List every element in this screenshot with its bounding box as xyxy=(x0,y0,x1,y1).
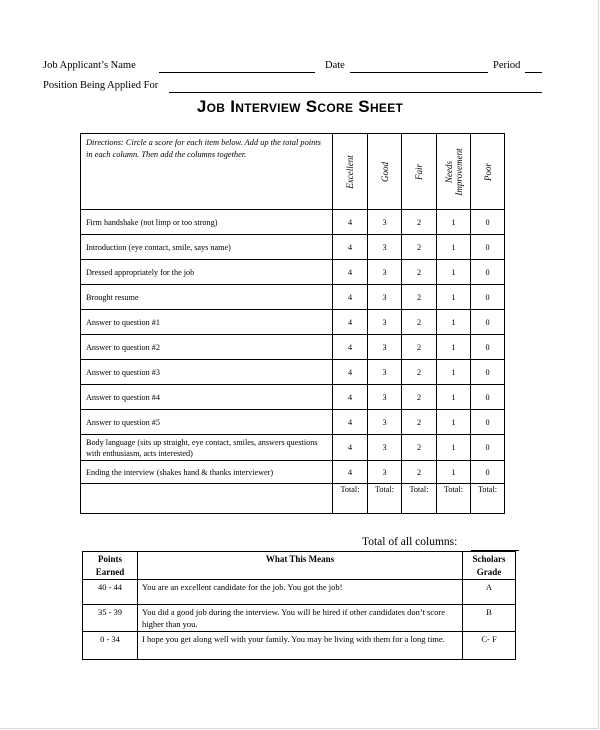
score-row xyxy=(81,410,505,435)
position-line[interactable] xyxy=(169,92,542,93)
score-option[interactable]: 0 xyxy=(471,461,505,484)
score-table-body xyxy=(81,134,505,514)
score-table-header xyxy=(81,134,505,210)
score-option[interactable]: 1 xyxy=(437,210,471,235)
score-option[interactable]: 0 xyxy=(471,285,505,310)
score-row-label: Answer to question #4 xyxy=(81,385,333,410)
meaning-text: You are an excellent candidate for the job. You got the job! xyxy=(138,580,463,605)
score-option[interactable]: 4 xyxy=(333,435,368,461)
score-option[interactable]: 1 xyxy=(437,235,471,260)
score-option[interactable]: 3 xyxy=(368,335,402,360)
score-option[interactable]: 2 xyxy=(402,310,437,335)
column-total-cell[interactable]: Total: xyxy=(333,484,368,514)
what-this-means-header: What This Means xyxy=(138,552,463,580)
score-option[interactable]: 2 xyxy=(402,260,437,285)
score-row xyxy=(81,310,505,335)
page-title: Job Interview Score Sheet xyxy=(196,97,404,116)
score-row xyxy=(81,335,505,360)
score-option[interactable]: 4 xyxy=(333,210,368,235)
total-row xyxy=(81,484,505,514)
score-option[interactable]: 4 xyxy=(333,385,368,410)
score-option[interactable]: 0 xyxy=(471,385,505,410)
score-row xyxy=(81,385,505,410)
score-row-label: Answer to question #1 xyxy=(81,310,333,335)
score-row-label: Body language (sits up straight, eye contact, smiles, answers questions with enthusiasm, acts interested) xyxy=(81,435,333,461)
column-fair xyxy=(402,134,437,210)
score-option[interactable]: 3 xyxy=(368,260,402,285)
grade-table xyxy=(82,551,516,660)
points-range: 40 - 44 xyxy=(83,580,138,605)
score-option[interactable]: 1 xyxy=(437,260,471,285)
score-option[interactable]: 3 xyxy=(368,435,402,461)
applicant-name-label: Job Applicant’s Name xyxy=(43,60,136,71)
score-option[interactable]: 3 xyxy=(368,310,402,335)
score-row-label: Ending the interview (shakes hand & thanks interviewer) xyxy=(81,461,333,484)
score-option[interactable]: 0 xyxy=(471,435,505,461)
score-option[interactable]: 2 xyxy=(402,385,437,410)
score-option[interactable]: 2 xyxy=(402,335,437,360)
score-option[interactable]: 2 xyxy=(402,285,437,310)
period-line[interactable] xyxy=(525,72,542,73)
meaning-text: You did a good job during the interview. You will be hired if other candidates don’t score higher than you. xyxy=(138,605,463,632)
grade-letter: A xyxy=(463,580,516,605)
column-total-cell[interactable]: Total: xyxy=(368,484,402,514)
score-option[interactable]: 4 xyxy=(333,360,368,385)
column-total-cell[interactable]: Total: xyxy=(437,484,471,514)
score-row xyxy=(81,260,505,285)
score-option[interactable]: 0 xyxy=(471,260,505,285)
score-option[interactable]: 3 xyxy=(368,385,402,410)
points-range: 35 - 39 xyxy=(83,605,138,632)
score-table xyxy=(80,133,505,514)
score-option[interactable]: 4 xyxy=(333,260,368,285)
score-row xyxy=(81,210,505,235)
score-row xyxy=(81,285,505,310)
position-label: Position Being Applied For xyxy=(43,80,159,91)
date-label: Date xyxy=(325,60,345,71)
score-row xyxy=(81,235,505,260)
total-row-blank xyxy=(81,484,333,514)
column-header-label: Fair xyxy=(414,163,424,180)
score-row xyxy=(81,360,505,385)
period-label: Period xyxy=(493,60,521,71)
score-option[interactable]: 0 xyxy=(471,360,505,385)
column-needs-improvement xyxy=(437,134,471,210)
score-option[interactable]: 1 xyxy=(437,310,471,335)
scholars-grade-header: Scholars Grade xyxy=(463,552,516,580)
score-option[interactable]: 1 xyxy=(437,360,471,385)
score-option[interactable]: 4 xyxy=(333,235,368,260)
score-row-label: Dressed appropriately for the job xyxy=(81,260,333,285)
column-header-label: Poor xyxy=(482,162,493,181)
score-option[interactable]: 1 xyxy=(437,385,471,410)
score-option[interactable]: 4 xyxy=(333,310,368,335)
grade-table-body xyxy=(83,552,516,660)
grade-letter: C- F xyxy=(463,632,516,660)
score-option[interactable]: 2 xyxy=(402,210,437,235)
score-option[interactable]: 1 xyxy=(437,435,471,461)
score-option[interactable]: 0 xyxy=(471,310,505,335)
score-option[interactable]: 3 xyxy=(368,461,402,484)
column-excellent xyxy=(333,134,368,210)
grade-row xyxy=(83,580,516,605)
score-row xyxy=(81,435,505,461)
grade-letter: B xyxy=(463,605,516,632)
column-header-label: Needs Improvement xyxy=(443,147,464,196)
score-option[interactable]: 1 xyxy=(437,335,471,360)
score-option[interactable]: 2 xyxy=(402,410,437,435)
score-option[interactable]: 0 xyxy=(471,335,505,360)
column-poor xyxy=(471,134,505,210)
score-option[interactable]: 2 xyxy=(402,461,437,484)
score-option[interactable]: 4 xyxy=(333,461,368,484)
score-option[interactable]: 1 xyxy=(437,461,471,484)
grade-row xyxy=(83,605,516,632)
score-option[interactable]: 0 xyxy=(471,235,505,260)
date-line[interactable] xyxy=(350,72,488,73)
score-option[interactable]: 0 xyxy=(471,410,505,435)
column-good xyxy=(368,134,402,210)
score-option[interactable]: 1 xyxy=(437,410,471,435)
score-row-label: Introduction (eye contact, smile, says name) xyxy=(81,235,333,260)
score-option[interactable]: 3 xyxy=(368,235,402,260)
points-range: 0 - 34 xyxy=(83,632,138,660)
score-row-label: Answer to question #2 xyxy=(81,335,333,360)
score-option[interactable]: 2 xyxy=(402,360,437,385)
score-row-label: Firm handshake (not limp or too strong) xyxy=(81,210,333,235)
score-row xyxy=(81,461,505,484)
directions-text: Directions: Circle a score for each item below. Add up the total points in each column. Then add the columns together. xyxy=(81,134,333,210)
score-option[interactable]: 3 xyxy=(368,410,402,435)
score-option[interactable]: 0 xyxy=(471,210,505,235)
score-row-label: Answer to question #3 xyxy=(81,360,333,385)
column-total-cell[interactable]: Total: xyxy=(402,484,437,514)
score-option[interactable]: 3 xyxy=(368,360,402,385)
score-option[interactable]: 1 xyxy=(437,285,471,310)
column-header-label: Good xyxy=(379,161,390,182)
score-option[interactable]: 4 xyxy=(333,335,368,360)
score-row-label: Brought resume xyxy=(81,285,333,310)
grade-row xyxy=(83,632,516,660)
total-all-columns-label: Total of all columns: xyxy=(362,536,458,548)
score-option[interactable]: 2 xyxy=(402,235,437,260)
score-row-label: Answer to question #5 xyxy=(81,410,333,435)
score-option[interactable]: 3 xyxy=(368,285,402,310)
points-earned-header: Points Earned xyxy=(83,552,138,580)
column-total-cell[interactable]: Total: xyxy=(471,484,505,514)
score-option[interactable]: 2 xyxy=(402,435,437,461)
meaning-text: I hope you get along well with your family. You may be living with them for a long time. xyxy=(138,632,463,660)
grade-table-header xyxy=(83,552,516,580)
applicant-name-line[interactable] xyxy=(159,72,315,73)
score-option[interactable]: 3 xyxy=(368,210,402,235)
score-option[interactable]: 4 xyxy=(333,285,368,310)
score-option[interactable]: 4 xyxy=(333,410,368,435)
column-header-label: Excellent xyxy=(345,154,355,189)
